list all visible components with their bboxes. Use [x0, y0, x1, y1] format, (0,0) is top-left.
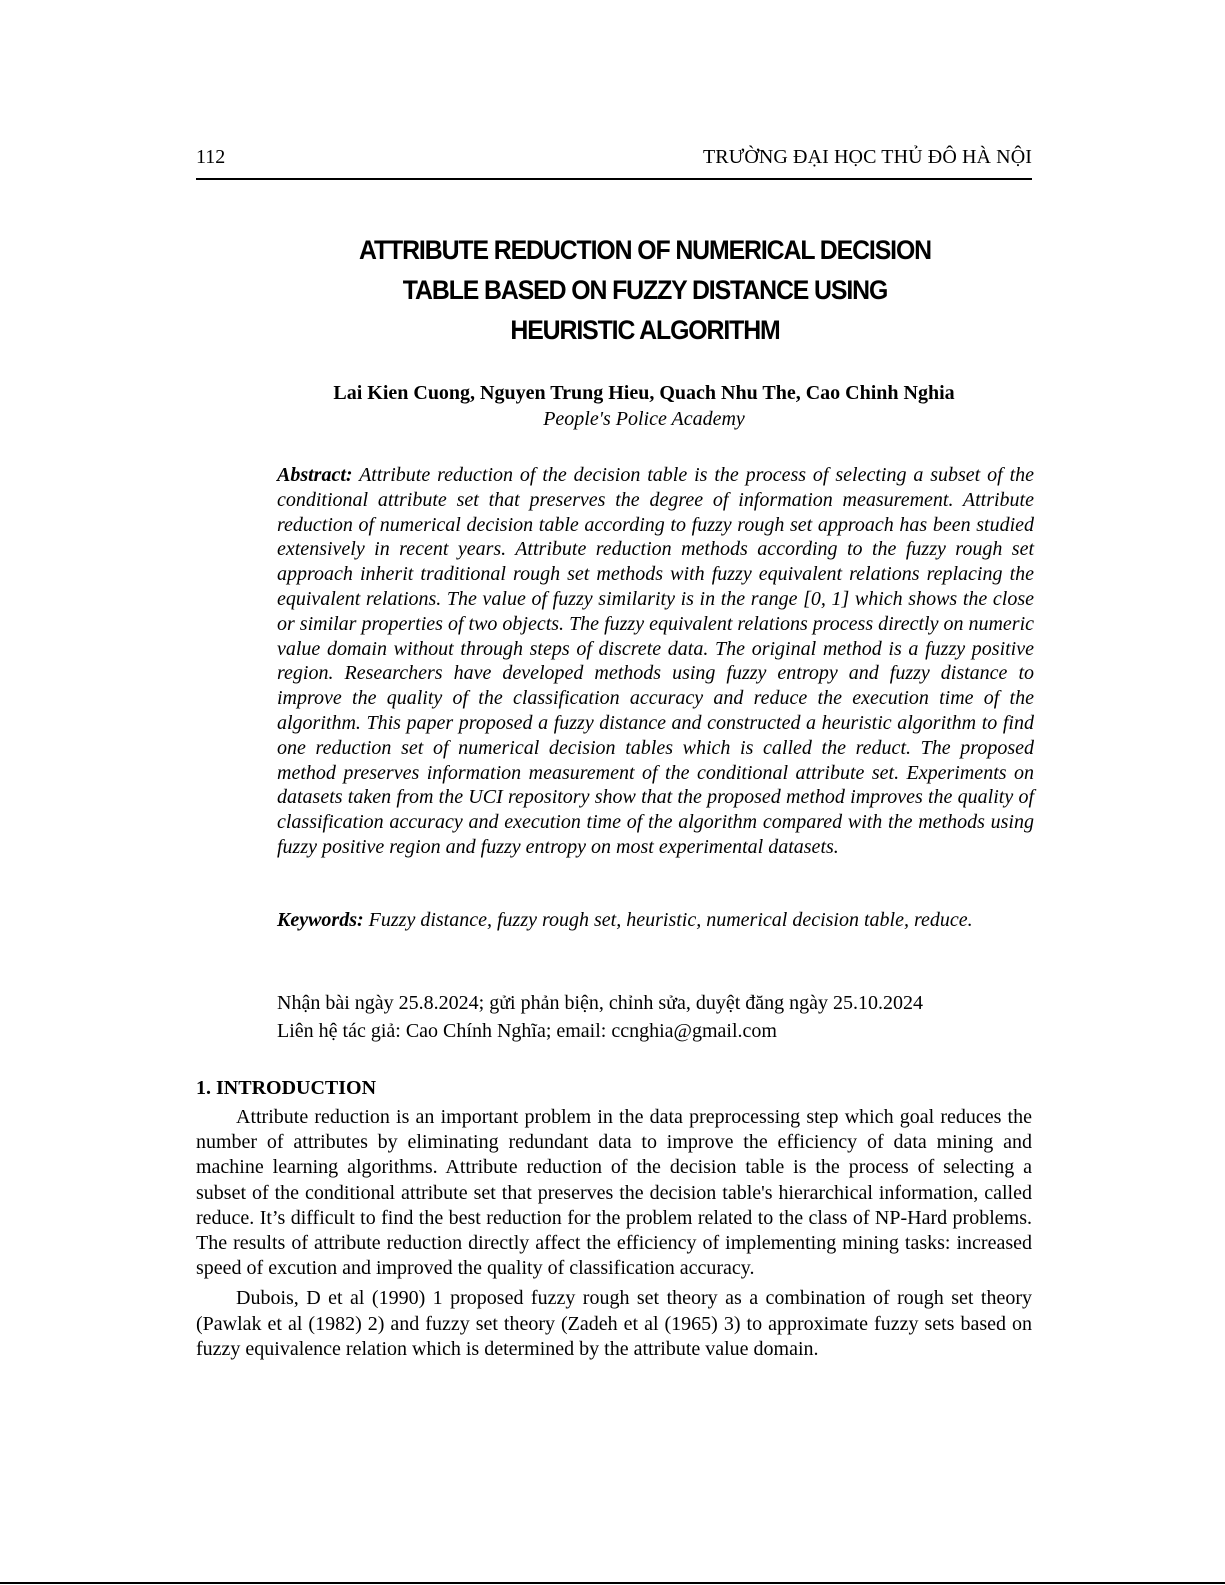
paragraph: Attribute reduction is an important problem in the data preprocessing step which goal reduces the number of attributes by eliminating redundant data to improve the efficiency of data mining and machine learning algorithms. Attribute reduction of the decision table is the process of selecting a subset of the conditional attribute set that preserves the decision table's hierarchical information, called reduce. It’s difficult to find the best reduction for the problem related to the class of NP-Hard problems. The results of attribute reduction directly affect the efficiency of implementing mining tasks: increased speed of excution and improved the quality of classification accuracy. [196, 1106, 1032, 1280]
journal-name: TRƯỜNG ĐẠI HỌC THỦ ĐÔ HÀ NỘI [702, 146, 1032, 168]
title-line-1: ATTRIBUTE REDUCTION OF NUMERICAL DECISION [358, 235, 932, 265]
section-body [196, 1105, 1032, 1367]
authors: Lai Kien Cuong, Nguyen Trung Hieu, Quach Nhu The, Cao Chinh Nghia [333, 382, 955, 404]
affiliation: People's Police Academy [543, 408, 745, 430]
bottom-rule [0, 1582, 1225, 1584]
keywords-label: Keywords: [277, 909, 364, 931]
section-heading: 1. INTRODUCTION [196, 1077, 377, 1099]
submission-info [277, 989, 1034, 1045]
abstract [277, 463, 1034, 860]
page-header [196, 146, 1032, 180]
title-line-3: HEURISTIC ALGORITHM [510, 315, 780, 345]
keywords-text: Fuzzy distance, fuzzy rough set, heuristic, numerical decision table, reduce. [363, 909, 973, 931]
keywords [277, 908, 1034, 933]
author-contact: Liên hệ tác giả: Cao Chính Nghĩa; email: ccnghia@gmail.com [277, 1020, 777, 1042]
abstract-text: Attribute reduction of the decision table is the process of selecting a subset of the conditional attribute set that preserves the degree of information measurement. Attribute reduction of numerical decision table according to fuzzy rough set approach has been studied extensively in recent years. Attribute reduction methods according to the fuzzy rough set approach inherit traditional rough set methods with fuzzy equivalent relations replacing the equivalent relations. The value of fuzzy similarity is in the range [0, 1] which shows the close or similar properties of two objects. The fuzzy equivalent relations process directly on numeric value domain without through steps of discrete data. The original method is a fuzzy positive region. Researchers have developed methods using fuzzy entropy and fuzzy distance to improve the quality of the classification accuracy and reduce the execution time of the algorithm. This paper proposed a fuzzy distance and constructed a heuristic algorithm to find one reduction set of numerical decision tables which is called the reduct. The proposed method preserves information measurement of the conditional attribute set. Experiments on datasets taken from the UCI repository show that the proposed method improves the quality of classification accuracy and execution time of the algorithm compared with the methods using fuzzy positive region and fuzzy entropy on most experimental datasets. [277, 464, 1034, 858]
paper-title [272, 230, 1017, 350]
abstract-label: Abstract: [277, 464, 353, 486]
paragraph: Dubois, D et al (1990) 1 proposed fuzzy rough set theory as a combination of rough set theory (Pawlak et al (1982) 2) and fuzzy set theory (Zadeh et al (1965) 3) to approximate fuzzy sets based on fuzzy equivalence relation which is determined by the attribute value domain. [196, 1287, 1032, 1360]
received-dates: Nhận bài ngày 25.8.2024; gửi phản biện, chỉnh sửa, duyệt đăng ngày 25.10.2024 [277, 992, 924, 1014]
page-number: 112 [196, 146, 226, 168]
title-line-2: TABLE BASED ON FUZZY DISTANCE USING [402, 275, 888, 305]
